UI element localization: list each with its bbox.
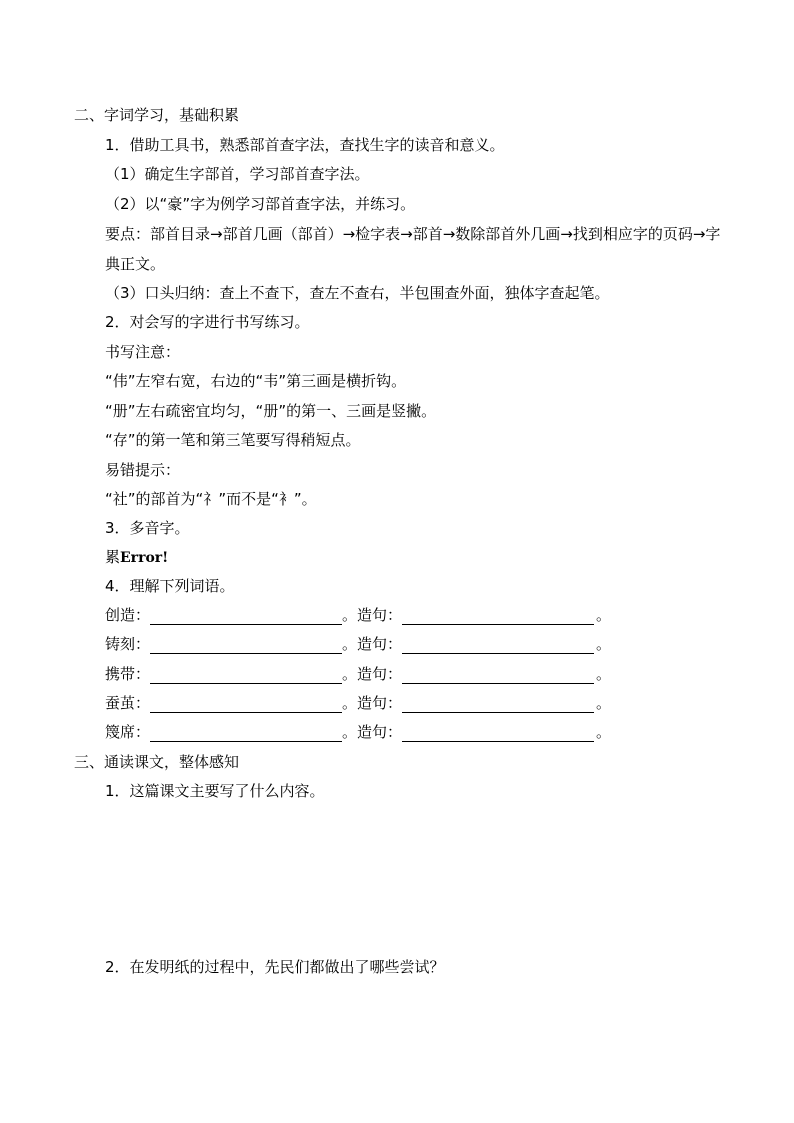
item-3: 3．多音字。	[105, 519, 190, 537]
sub-item-1: （1）确定生字部首，学习部首查字法。	[105, 165, 370, 183]
item-2: 2．对会写的字进行书写练习。	[105, 313, 310, 331]
sentence-blank[interactable]	[402, 667, 594, 684]
vocab-sep: 。造句：	[342, 606, 403, 624]
polyphone-char: 累	[105, 548, 121, 566]
sentence-blank[interactable]	[402, 608, 594, 625]
error-tip-title: 易错提示：	[105, 461, 181, 479]
vocab-sep: 。造句：	[342, 694, 403, 712]
sub-item-3: （3）口头归纳：查上不查下，查左不查右，半包围查外面，独体字查起笔。	[105, 284, 610, 302]
key-points-text: 要点：部首目录→部首几画（部首）→检字表→部首→数除部首外几画→找到相应字的页码→字典正文。	[105, 225, 721, 273]
question-1: 1．这篇课文主要写了什么内容。	[105, 782, 325, 800]
item-4: 4．理解下列词语。	[105, 577, 235, 595]
vocab-word: 携带：	[105, 665, 151, 683]
writing-note-1: “伟”左窄右宽，右边的“韦”第三画是横折钩。	[105, 372, 407, 390]
vocab-row	[105, 662, 611, 684]
vocab-row	[105, 720, 611, 742]
writing-note-3: “存”的第一笔和第三笔要写得稍短点。	[105, 431, 361, 449]
writing-note-title: 书写注意：	[105, 343, 181, 361]
vocab-end: 。	[596, 635, 612, 653]
vocab-end: 。	[596, 694, 612, 712]
meaning-blank[interactable]	[150, 725, 342, 742]
question-2: 2．在发明纸的过程中，先民们都做出了哪些尝试？	[105, 958, 445, 976]
vocab-row	[105, 603, 611, 625]
sentence-blank[interactable]	[402, 696, 594, 713]
vocab-word: 蚕茧：	[105, 694, 151, 712]
meaning-blank[interactable]	[150, 667, 342, 684]
vocab-end: 。	[596, 723, 612, 741]
meaning-blank[interactable]	[150, 637, 342, 654]
item-1: 1．借助工具书，熟悉部首查字法，查找生字的读音和意义。	[105, 136, 505, 154]
vocab-word: 篾席：	[105, 723, 151, 741]
sentence-blank[interactable]	[402, 637, 594, 654]
meaning-blank[interactable]	[150, 696, 342, 713]
section-title-3: 三、通读课文，整体感知	[74, 753, 240, 771]
vocab-sep: 。造句：	[342, 665, 403, 683]
writing-note-2: “册”左右疏密宜均匀，“册”的第一、三画是竖撇。	[105, 402, 437, 420]
vocab-word: 创造：	[105, 606, 151, 624]
vocab-row	[105, 691, 611, 713]
vocab-sep: 。造句：	[342, 723, 403, 741]
vocab-row	[105, 632, 611, 654]
vocab-sep: 。造句：	[342, 635, 403, 653]
section-title-2: 二、字词学习，基础积累	[74, 106, 240, 124]
vocab-end: 。	[596, 665, 612, 683]
sentence-blank[interactable]	[402, 725, 594, 742]
meaning-blank[interactable]	[150, 608, 342, 625]
vocab-end: 。	[596, 606, 612, 624]
field-error-text: Error!	[120, 550, 169, 566]
vocab-word: 铸刻：	[105, 635, 151, 653]
sub-item-2: （2）以“豪”字为例学习部首查字法，并练习。	[105, 195, 416, 213]
error-tip-1: “社”的部首为“礻”而不是“衤”。	[105, 490, 317, 508]
polyphone-line	[105, 547, 168, 568]
key-points-paragraph	[74, 219, 734, 279]
